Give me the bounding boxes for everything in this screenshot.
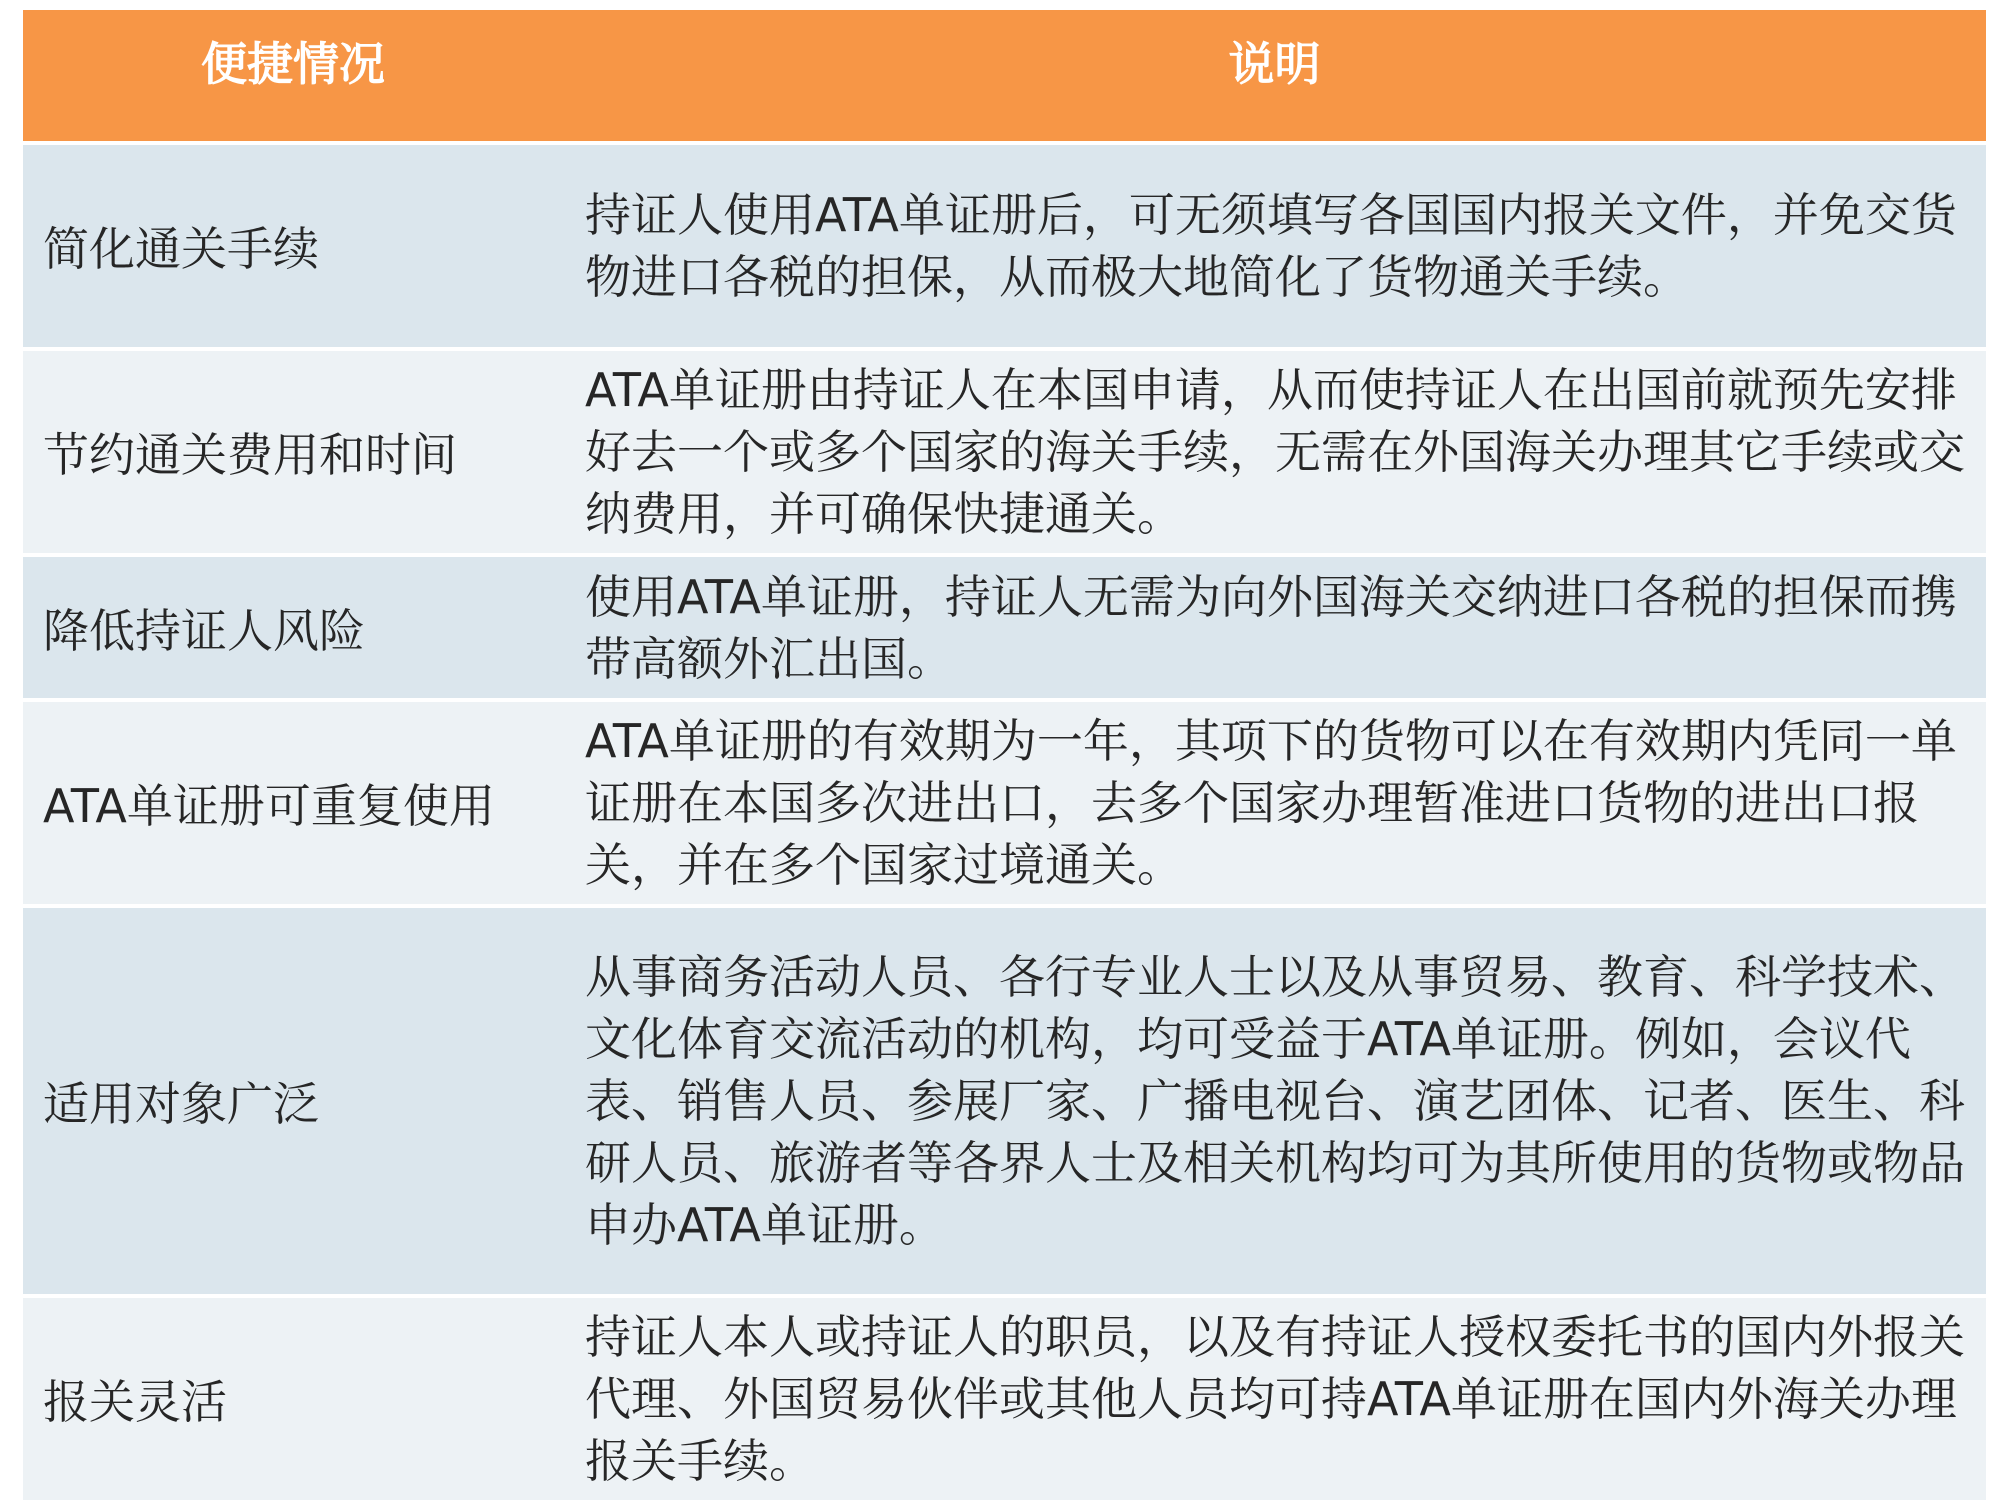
header-col-description: 说明 bbox=[1228, 37, 1321, 91]
row-label: 简化通关手续 bbox=[43, 222, 319, 276]
header-col-facilitation: 便捷情况 bbox=[201, 37, 385, 91]
row-label: 节约通关费用和时间 bbox=[43, 428, 457, 482]
row-label: 报关灵活 bbox=[43, 1375, 227, 1429]
table-row bbox=[23, 904, 1986, 1294]
row-label: 降低持证人风险 bbox=[43, 603, 365, 658]
table-row bbox=[23, 698, 1986, 904]
table-row bbox=[23, 347, 1986, 553]
facilitation-table bbox=[23, 10, 1986, 1500]
row-description: 使用ATA单证册，持证人无需为向外国海关交纳进口各税的担保而携带高额外汇出国。 bbox=[585, 569, 1957, 686]
table-row bbox=[23, 553, 1986, 698]
row-description: ATA单证册由持证人在本国申请，从而使持证人在出国前就预先安排好去一个或多个国家的海关手续，无需在外国海关办理其它手续或交纳费用，并可确保快捷通关。 bbox=[585, 363, 1965, 541]
row-description: 持证人使用ATA单证册后，可无须填写各国国内报关文件，并免交货物进口各税的担保，从而极大地简化了货物通关手续。 bbox=[585, 188, 1957, 304]
table-row bbox=[23, 1294, 1986, 1500]
table-header bbox=[23, 10, 1986, 141]
row-description: 从事商务活动人员、各行专业人士以及从事贸易、教育、科学技术、文化体育交流活动的机构，均可受益于ATA单证册。例如，会议代表、销售人员、参展厂家、广播电视台、演艺团体、记者、医生、科研人员、旅游者等各界人士及相关机构均可为其所使用的货物或物品申办ATA单证册。 bbox=[585, 950, 1965, 1252]
row-description: 持证人本人或持证人的职员，以及有持证人授权委托书的国内外报关代理、外国贸易伙伴或其他人员均可持ATA单证册在国内外海关办理报关手续。 bbox=[585, 1310, 1965, 1488]
row-label: ATA单证册可重复使用 bbox=[43, 779, 495, 833]
row-label: 适用对象广泛 bbox=[43, 1077, 319, 1131]
row-description: ATA单证册的有效期为一年，其项下的货物可以在有效期内凭同一单证册在本国多次进出口，去多个国家办理暂准进口货物的进出口报关，并在多个国家过境通关。 bbox=[585, 714, 1957, 892]
table-row bbox=[23, 141, 1986, 347]
